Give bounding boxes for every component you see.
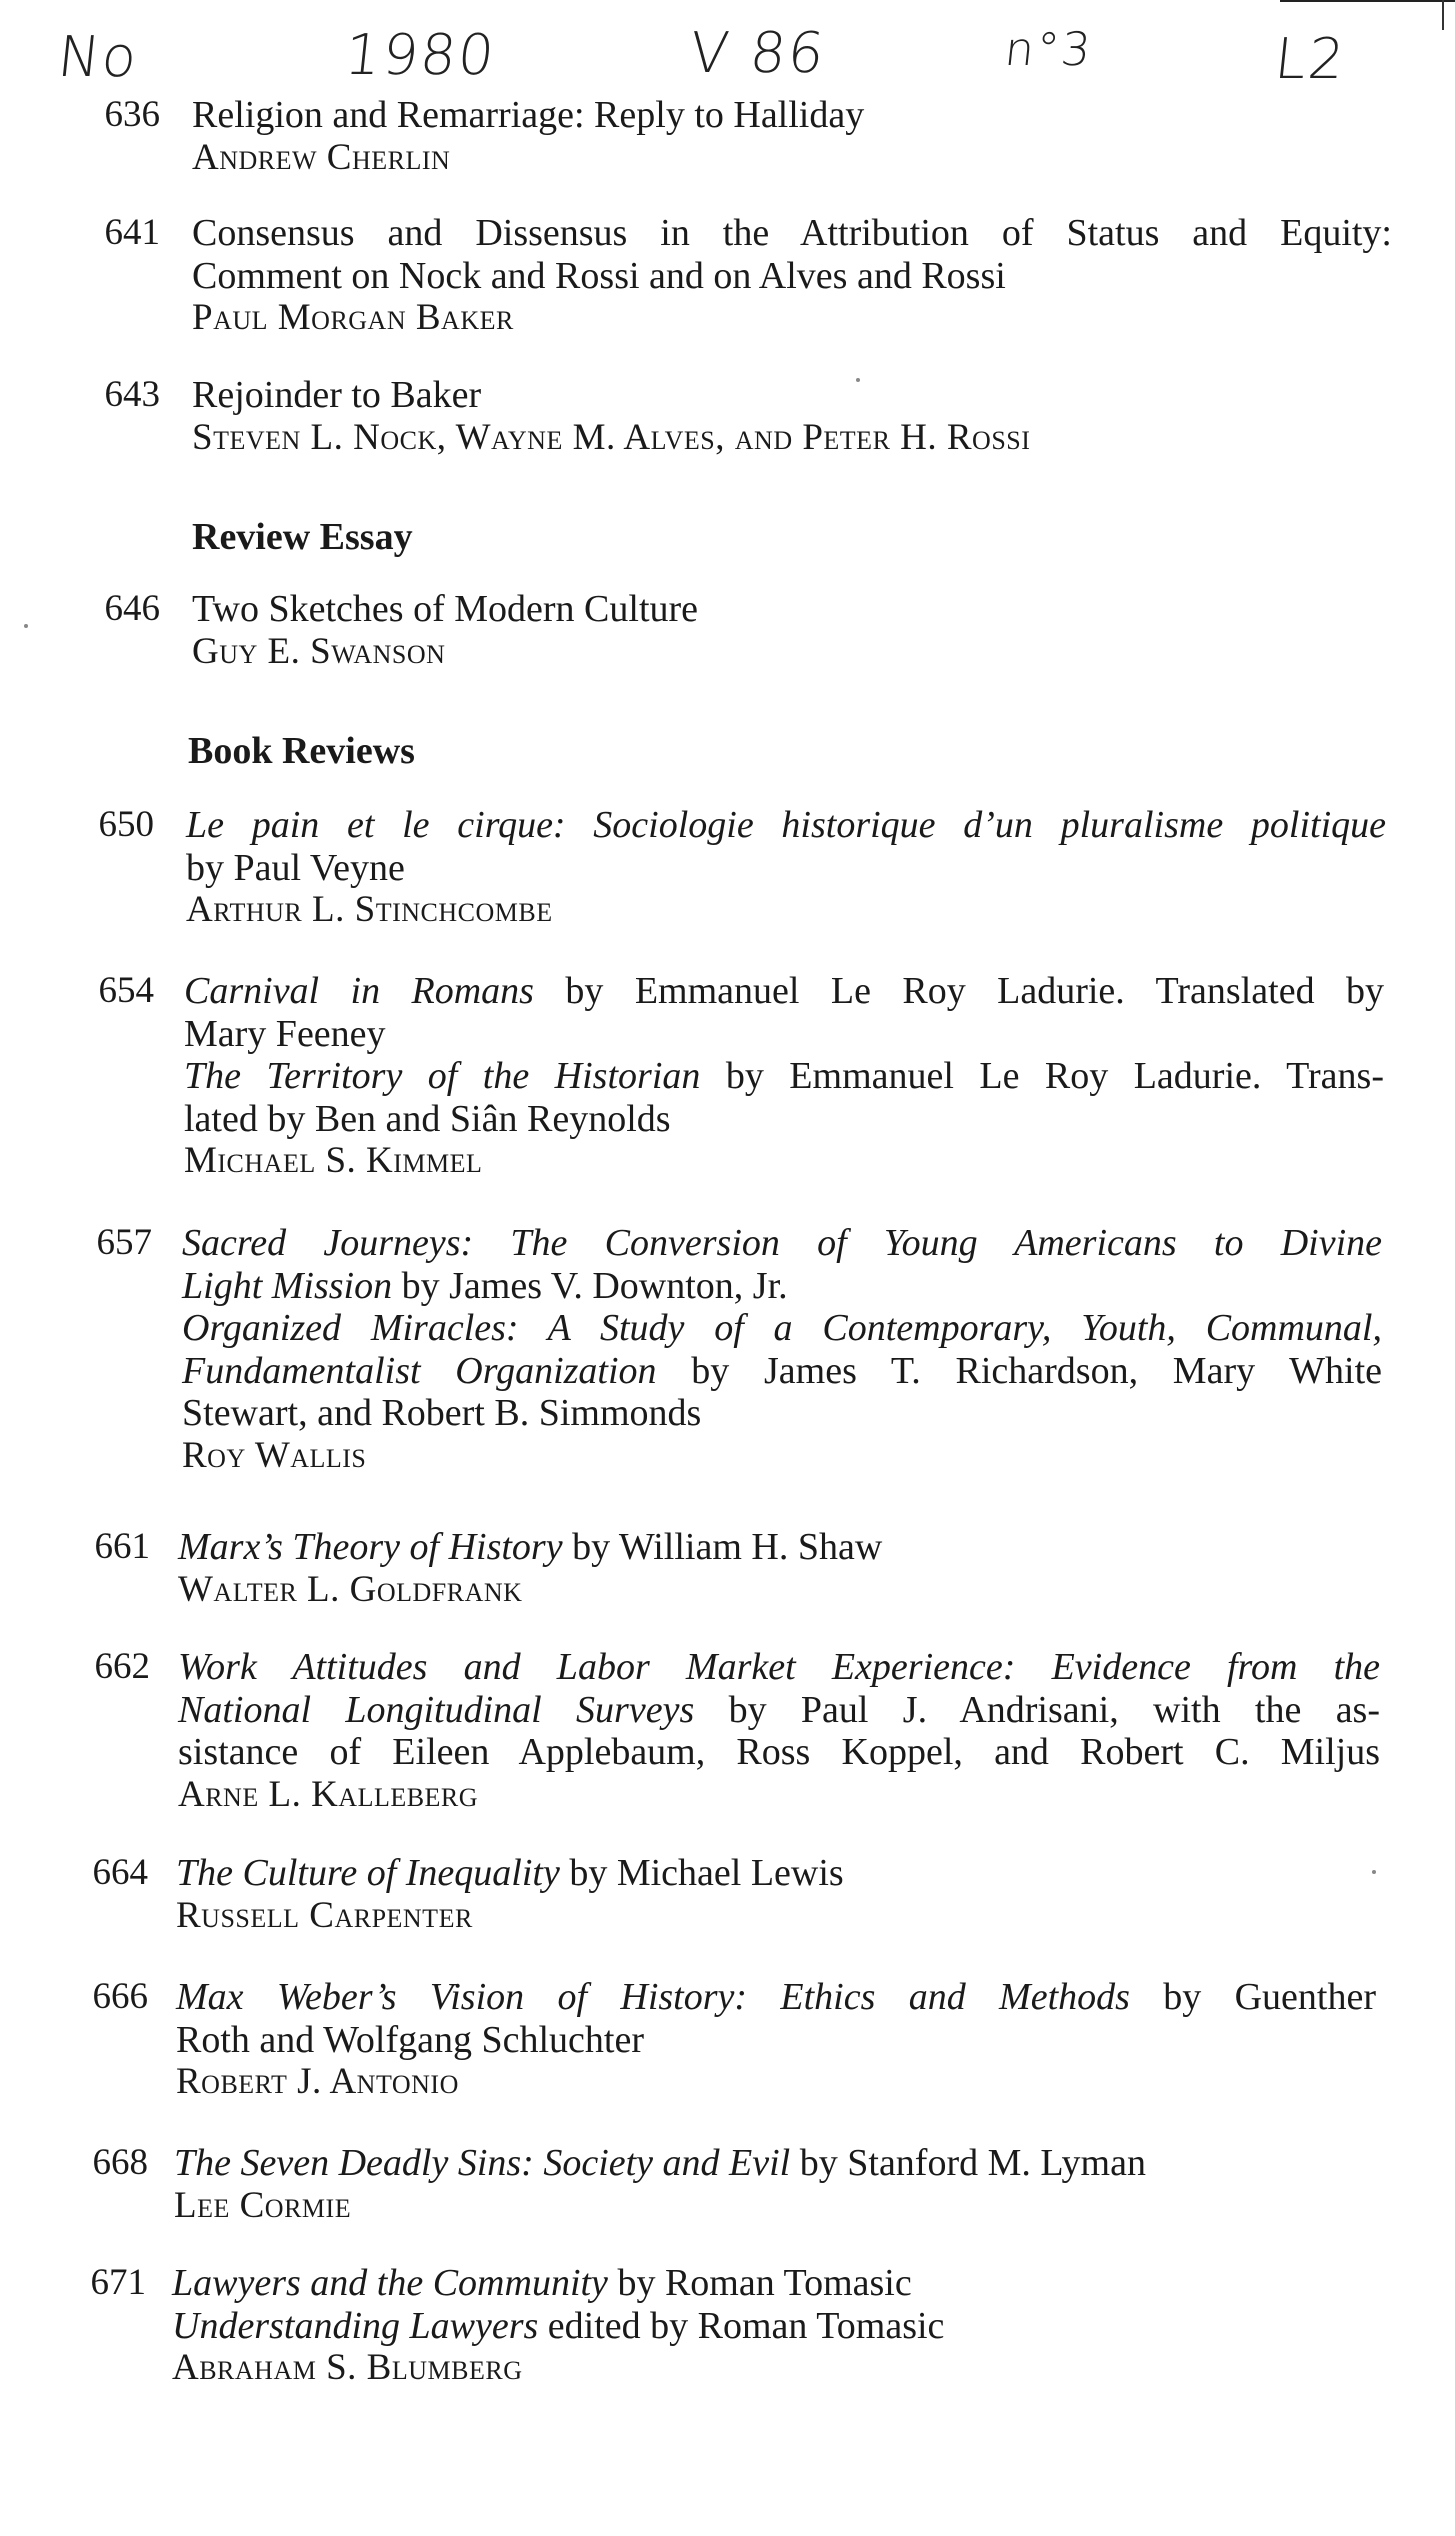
entry-author: Roy Wallis	[182, 1434, 367, 1476]
entry-author: Andrew Cherlin	[192, 136, 451, 178]
handwritten-item: No	[54, 25, 142, 90]
entry-author: Abraham S. Blumberg	[172, 2347, 523, 2388]
entry-title: The Culture of Inequality	[176, 1852, 560, 1894]
entry-byline: by Paul Veyne	[186, 846, 405, 889]
entry-author: Robert J. Antonio	[176, 2061, 459, 2102]
entry-text	[182, 1222, 1382, 1477]
entry-title: Sacred Journeys: The Conversion of Young Americans to Divine	[182, 1222, 1382, 1264]
entry-author: Paul Morgan Baker	[192, 297, 514, 338]
entry-text	[176, 1852, 1376, 1937]
entry-title: Religion and Remarriage: Reply to Halliday	[192, 94, 865, 136]
entry-line	[172, 2262, 1372, 2305]
entry-text	[172, 2262, 1372, 2390]
entry-byline: by James V. Downton, Jr.	[392, 1264, 788, 1307]
entry-author: Lee Cormie	[174, 2184, 352, 2226]
entry-byline: sistance of Eileen Applebaum, Ross Koppel, and Robert C. Miljus	[178, 1731, 1380, 1773]
entry-title: Comment on Nock and Rossi and on Alves and Rossi	[192, 254, 1006, 297]
entry-text	[178, 1526, 1378, 1611]
entry-byline: by Michael Lewis	[559, 1852, 844, 1894]
section-heading-book-reviews: Book Reviews	[188, 730, 415, 772]
handwritten-item: 1980	[341, 23, 499, 88]
page-number: 671	[90, 2262, 146, 2303]
handwritten-item: V 86	[686, 21, 829, 86]
entry-line	[184, 970, 1384, 1013]
page-number: 650	[98, 804, 154, 845]
entry-byline: Roth and Wolfgang Schluchter	[176, 2018, 644, 2061]
entry-byline: Stewart, and Robert B. Simmonds	[182, 1392, 702, 1434]
entry-line	[176, 1852, 1376, 1895]
entry-text	[186, 804, 1386, 932]
entry-text	[176, 1976, 1376, 2104]
entry-title: Rejoinder to Baker	[192, 374, 482, 416]
entry-text	[174, 2142, 1374, 2227]
entry-text	[192, 588, 1392, 673]
entry-line	[176, 1976, 1376, 2019]
entry-title: Work Attitudes and Labor Market Experience: Evidence from the	[178, 1646, 1380, 1688]
entry-byline: by James T. Richardson, Mary White	[656, 1349, 1382, 1392]
entry-title: National Longitudinal Surveys	[178, 1688, 695, 1731]
entry-byline: lated by Ben and Siân Reynolds	[184, 1097, 671, 1140]
handwritten-annotation	[0, 22, 1455, 92]
page-number: 668	[92, 2142, 148, 2183]
entry-line	[172, 2305, 1372, 2348]
page-number: 641	[104, 212, 160, 253]
entry-title: Two Sketches of Modern Culture	[192, 588, 699, 630]
entry-author: Arthur L. Stinchcombe	[186, 889, 553, 930]
page-number: 666	[92, 1976, 148, 2017]
entry-line	[182, 1265, 1382, 1308]
corner-rule	[1280, 0, 1455, 2]
entry-title: Le pain et le cirque: Sociologie historique d’un pluralisme politique	[186, 804, 1386, 846]
entry-byline: Mary Feeney	[184, 1012, 386, 1055]
entry-text	[178, 1646, 1380, 1816]
entry-byline: by Emmanuel Le Roy Ladurie. Trans-	[700, 1055, 1384, 1097]
page-number: 636	[104, 94, 160, 135]
entry-line	[174, 2142, 1374, 2185]
page-number: 646	[104, 588, 160, 629]
page-number: 661	[94, 1526, 150, 1567]
entry-title: Fundamentalist Organization	[182, 1349, 657, 1392]
page-number: 654	[98, 970, 154, 1011]
entry-title: Light Mission	[182, 1264, 393, 1307]
entry-title: Consensus and Dissensus in the Attribution of Status and Equity:	[192, 212, 1392, 254]
entry-title: The Territory of the Historian	[184, 1055, 701, 1097]
entry-byline: by Emmanuel Le Roy Ladurie. Translated by	[533, 970, 1384, 1012]
entry-line	[182, 1350, 1382, 1393]
entry-byline: by Roman Tomasic	[607, 2262, 912, 2304]
page-number: 657	[96, 1222, 152, 1263]
entry-byline: by William H. Shaw	[562, 1526, 883, 1568]
entry-title: Marx’s Theory of History	[178, 1526, 563, 1568]
page-number: 664	[92, 1852, 148, 1893]
entry-title: Organized Miracles: A Study of a Contemporary, Youth, Communal,	[182, 1307, 1382, 1349]
entry-text	[192, 94, 1392, 179]
entry-text	[192, 374, 1392, 459]
entry-author: Steven L. Nock, Wayne M. Alves, and Peter H. Rossi	[192, 416, 1031, 458]
entry-title: Lawyers and the Community	[172, 2262, 608, 2304]
entry-title: Understanding Lawyers	[172, 2304, 539, 2347]
handwritten-item: L2	[1271, 27, 1350, 92]
entry-author: Michael S. Kimmel	[184, 1140, 483, 1181]
corner-rule	[1442, 0, 1444, 30]
section-heading-review-essay: Review Essay	[192, 516, 413, 558]
entry-author: Arne L. Kalleberg	[178, 1773, 479, 1815]
entry-line	[178, 1689, 1380, 1732]
entry-line	[178, 1526, 1378, 1569]
entry-author: Walter L. Goldfrank	[178, 1568, 523, 1610]
entry-byline: by Paul J. Andrisani, with the as-	[694, 1688, 1380, 1731]
entry-text	[192, 212, 1392, 340]
entry-line	[184, 1055, 1384, 1098]
entry-text	[184, 970, 1384, 1183]
entry-byline: edited by Roman Tomasic	[538, 2304, 945, 2347]
entry-title: Max Weber’s Vision of History: Ethics and Methods	[176, 1976, 1130, 2018]
entry-author: Guy E. Swanson	[192, 630, 446, 672]
entry-byline: by Guenther	[1129, 1976, 1376, 2018]
entry-title: The Seven Deadly Sins: Society and Evil	[174, 2142, 791, 2184]
entry-title: Carnival in Romans	[184, 970, 534, 1012]
margin-mark	[24, 624, 28, 628]
handwritten-item: n°3	[1002, 22, 1096, 76]
entry-author: Russell Carpenter	[176, 1894, 473, 1936]
page-number: 643	[104, 374, 160, 415]
page-number: 662	[94, 1646, 150, 1687]
entry-byline: by Stanford M. Lyman	[790, 2142, 1146, 2184]
